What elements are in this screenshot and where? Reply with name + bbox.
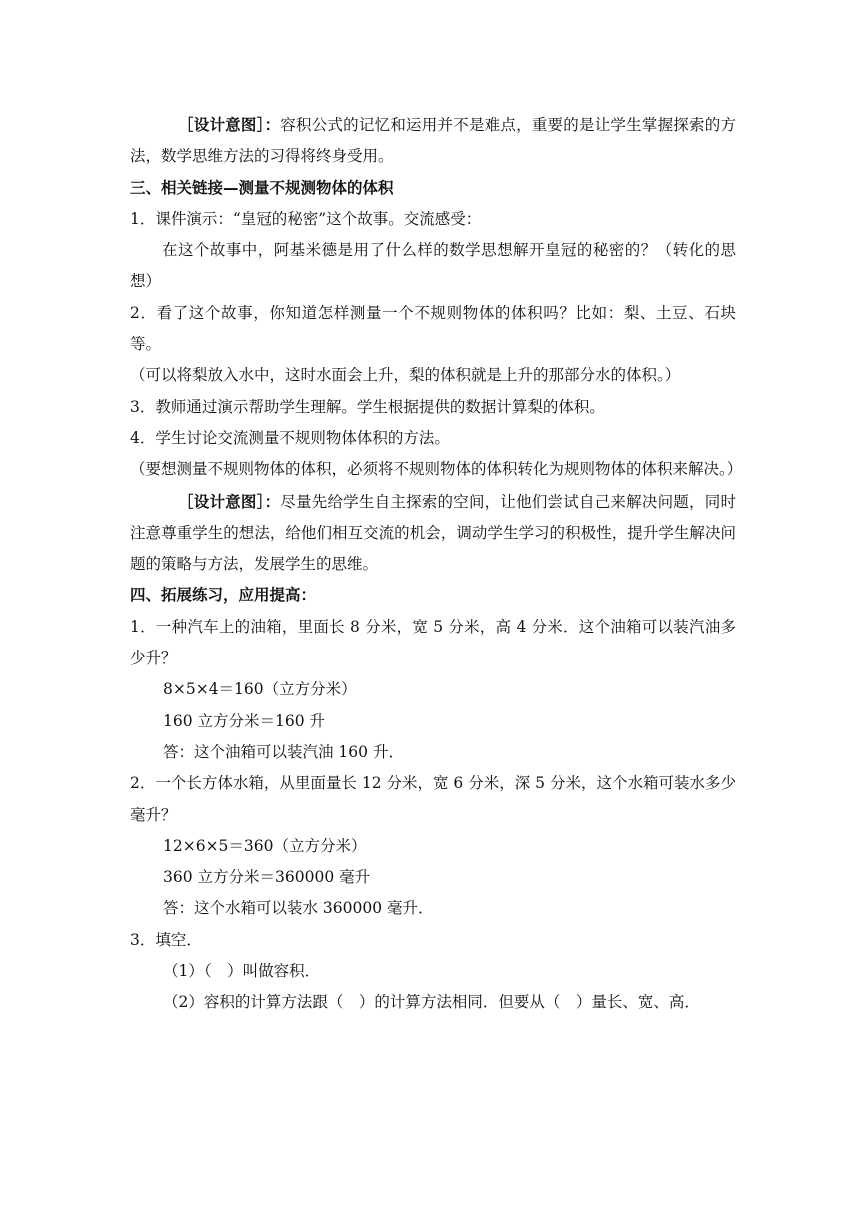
design-intent-text: 尽量先给学生自主探索的空间，让他们尝试自己来解决问题，同时注意尊重学生的想法，给他们相互交流的机会，调动学生学习的积极性，提升学生解决问题的策略与方法，发展学生的思维。	[130, 492, 736, 574]
section-3-item-4-note: （要想测量不规则物体的体积，必须将不规则物体的体积转化为规则物体的体积来解决。）	[130, 460, 743, 479]
design-intent-paragraph-2	[130, 486, 736, 581]
question-3-part-1: （1）（ ）叫做容积．	[163, 962, 321, 981]
section-3-item-3: 3．教师通过演示帮助学生理解。学生根据提供的数据计算梨的体积。	[130, 397, 605, 416]
design-intent-tag: ［设计意图］：	[178, 491, 281, 511]
section-3-item-1: 1．课件演示：“皇冠的秘密”这个故事。交流感受：	[130, 209, 482, 228]
question-2-answer: 答：这个水箱可以装水 360000 毫升．	[163, 899, 434, 918]
section-3-item-2-note: （可以将梨放入水中，这时水面会上升，梨的体积就是上升的那部分水的体积。）	[130, 366, 681, 385]
question-2-calc-2: 360 立方分米＝360000 毫升	[163, 868, 371, 887]
section-3-item-2: 2．看了这个故事，你知道怎样测量一个不规则物体的体积吗？比如：梨、土豆、石块等。	[130, 303, 736, 354]
question-2-calc-1: 12×6×5＝360（立方分米）	[163, 836, 367, 855]
document-body	[130, 109, 743, 1019]
design-intent-tag: ［设计意图］：	[178, 115, 281, 134]
section-3-item-4: 4．学生讨论交流测量不规则物体体积的方法。	[130, 428, 450, 447]
design-intent-text: 容积公式的记忆和运用并不是难点，重要的是让学生掌握探索的方法，数学思维方法的习得将终身受用。	[130, 116, 736, 166]
question-1-answer: 答：这个油箱可以装汽油 160 升．	[163, 742, 404, 761]
question-1: 1．一种汽车上的油箱，里面长 8 分米，宽 5 分米，高 4 分米．这个油箱可以装汽油多少升？	[130, 617, 736, 668]
question-1-calc-1: 8×5×4＝160（立方分米）	[163, 680, 357, 699]
question-3-part-2: （2）容积的计算方法跟（ ）的计算方法相同．但要从（ ）量长、宽、高．	[163, 993, 700, 1012]
question-3: 3．填空．	[130, 930, 202, 949]
section-3-heading: 三、相关链接—测量不规测物体的体积	[130, 178, 394, 197]
question-1-calc-2: 160 立方分米＝160 升	[163, 711, 326, 730]
section-4-heading: 四、拓展练习，应用提高：	[130, 586, 317, 605]
question-2: 2．一个长方体水箱，从里面量长 12 分米，宽 6 分米，深 5 分米，这个水箱可装水多少毫升？	[130, 774, 736, 824]
design-intent-paragraph-1	[130, 109, 736, 173]
section-3-item-1-detail: 在这个故事中，阿基米德是用了什么样的数学思想解开皇冠的秘密的？（转化的思想）	[130, 241, 736, 291]
